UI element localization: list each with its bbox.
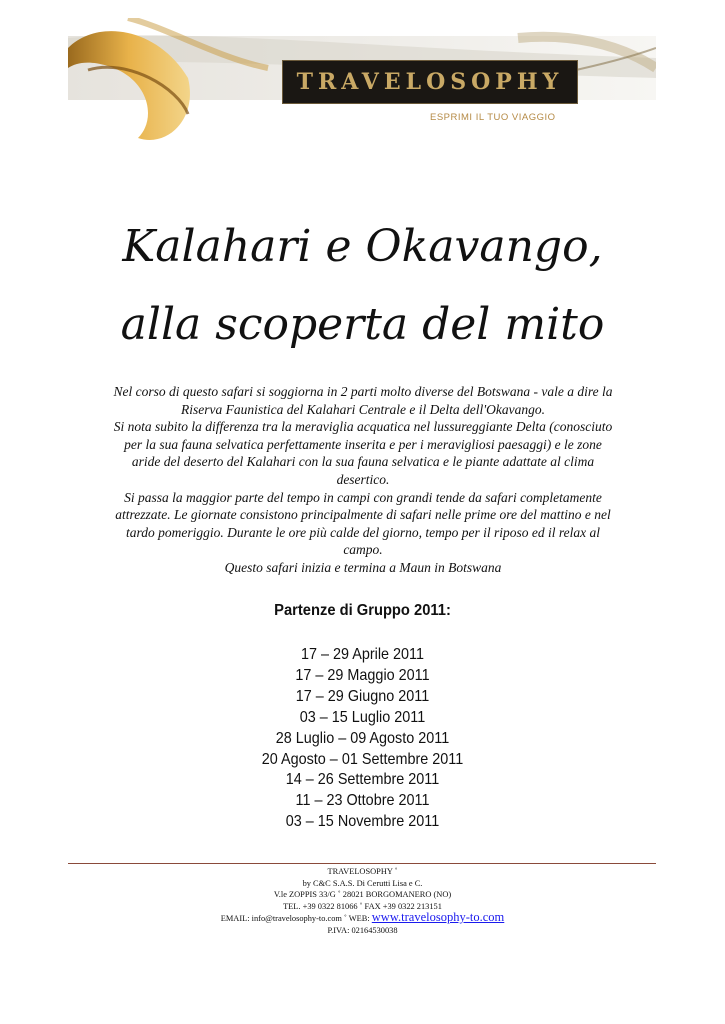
departure-date: 20 Agosto – 01 Settembre 2011 <box>261 750 464 768</box>
tagline: ESPRIMI IL TUO VIAGGIO <box>430 112 556 123</box>
page-title-line-1: Kalahari e Okavango, <box>122 221 603 272</box>
intro-paragraph: Nel corso di questo safari si soggiorna in 2 parti molto diverse del Botswana - vale a dire la Riserva Faunistica del Kalahari Centrale e il Delta dell'Okavango. <box>113 384 613 417</box>
intro-paragraph: Si passa la maggior parte del tempo in campi con grandi tende da safari completamente attrezzate. Le giornate consistono principalmente di safari nelle prime ore del mattino e nel tardo pomeriggio. Durante le ore più calde del giorno, tempo per il riposo ed il relax al campo. <box>115 489 611 558</box>
footer-vat: P.IVA: 02164530038 <box>327 925 398 935</box>
intro-paragraph: Questo safari inizia e termina a Maun in Botswana <box>224 559 502 575</box>
intro-paragraph: Si nota subito la differenza tra la meraviglia acquatica nel lussureggiante Delta (conosciuto per la sua fauna selvatica perfettamente inserita e per i meravigliosi paesaggi) e le zone aride del deserto del Kalahari con la sua fauna selvatica e le piante adattate al clima desertico. <box>113 419 613 487</box>
footer <box>0 866 725 936</box>
departure-date: 17 – 29 Maggio 2011 <box>295 666 430 684</box>
logo <box>282 60 578 104</box>
footer-contact <box>0 912 725 925</box>
departure-date: 03 – 15 Novembre 2011 <box>285 813 440 831</box>
departure-date: 14 – 26 Settembre 2011 <box>285 771 440 789</box>
footer-address: V.le ZOPPIS 33/G ˚ 28021 BORGOMANERO (NO) <box>273 890 452 899</box>
intro-text <box>112 383 614 577</box>
footer-owner: by C&C S.A.S. Di Cerutti Lisa e C. <box>302 878 423 888</box>
departure-date: 03 – 15 Luglio 2011 <box>299 708 426 726</box>
footer-divider <box>68 863 656 864</box>
departures-heading: Partenze di Gruppo 2011: <box>274 602 451 619</box>
footer-company: TRAVELOSOPHY ˚ <box>327 867 398 876</box>
departure-date: 17 – 29 Giugno 2011 <box>295 687 430 705</box>
departure-dates-list <box>36 645 689 833</box>
page-title-line-2: alla scoperta del mito <box>120 299 605 350</box>
departure-date: 28 Luglio – 09 Agosto 2011 <box>275 729 450 747</box>
departure-date: 17 – 29 Aprile 2011 <box>300 646 425 663</box>
footer-phone: TEL. +39 0322 81066 ˚ FAX +39 0322 213151 <box>283 901 442 911</box>
footer-email: EMAIL: info@travelosophy-to.com ˚ WEB: <box>220 914 372 923</box>
logo-text: TRAVELOSOPHY <box>296 69 564 95</box>
website-link[interactable]: www.travelosophy-to.com <box>371 910 505 924</box>
header-banner <box>68 18 656 146</box>
departure-date: 11 – 23 Ottobre 2011 <box>295 792 430 810</box>
